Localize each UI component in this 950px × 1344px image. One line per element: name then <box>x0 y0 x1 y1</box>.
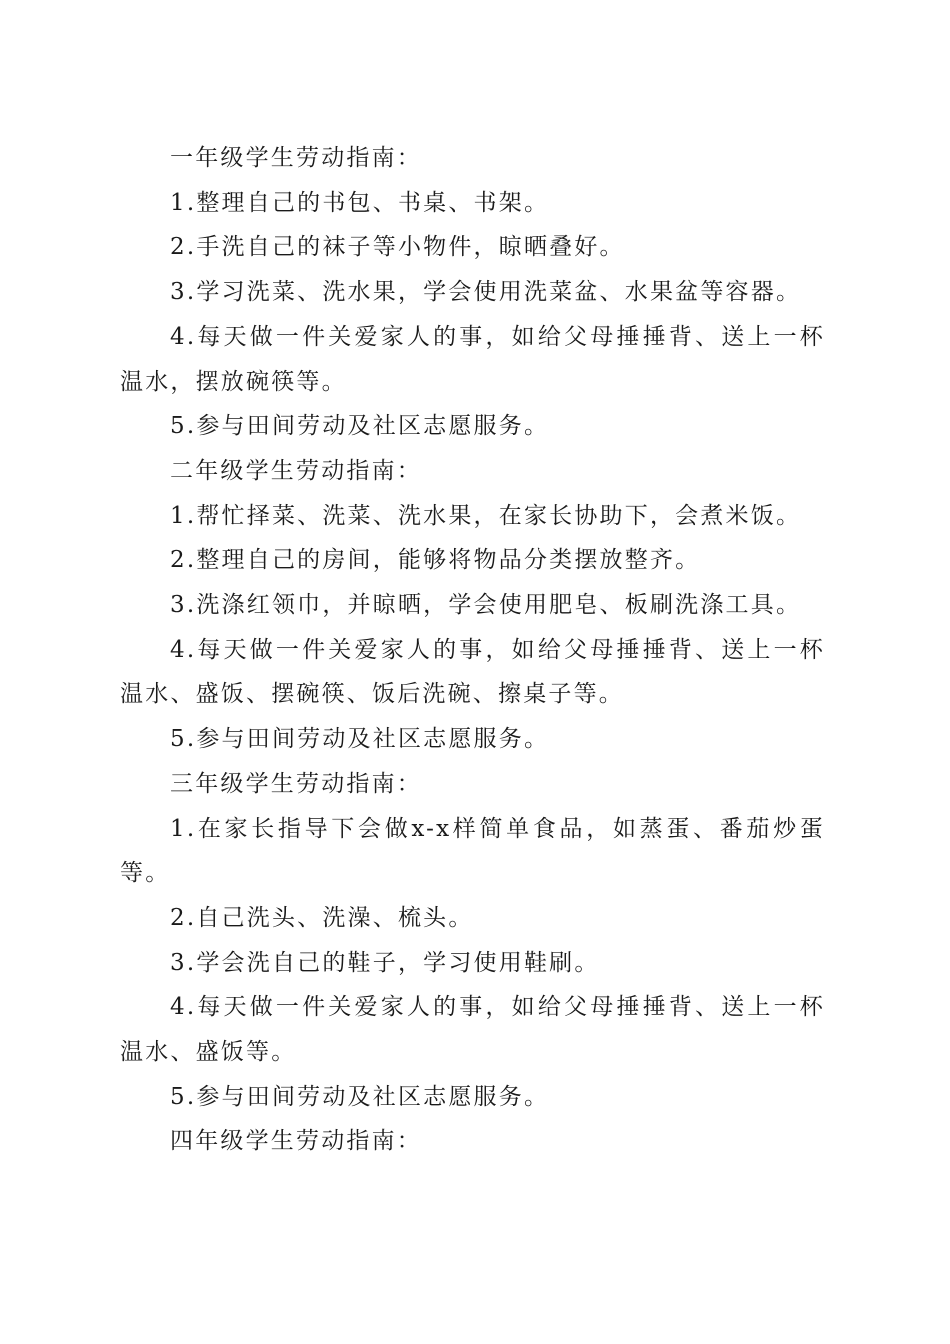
section-heading: 三年级学生劳动指南： <box>170 770 422 797</box>
list-item: 5.参与田间劳动及社区志愿服务。 <box>170 1083 550 1110</box>
section-grade-4 <box>120 1119 825 1164</box>
section-heading: 四年级学生劳动指南： <box>170 1128 422 1155</box>
list-item: 1.在家长指导下会做x-x样简单食品，如蒸蛋、番茄炒蛋等。 <box>120 815 825 887</box>
list-item: 3.洗涤红领巾，并晾晒，学会使用肥皂、板刷洗涤工具。 <box>170 592 802 619</box>
list-item: 2.自己洗头、洗澡、梳头。 <box>170 904 474 931</box>
list-item: 2.整理自己的房间，能够将物品分类摆放整齐。 <box>170 547 701 574</box>
list-item: 3.学习洗菜、洗水果，学会使用洗菜盆、水果盆等容器。 <box>170 279 802 306</box>
list-item: 5.参与田间劳动及社区志愿服务。 <box>170 413 550 440</box>
list-item: 4.每天做一件关爱家人的事，如给父母捶捶背、送上一杯温水、盛饭等。 <box>120 994 825 1066</box>
list-item: 2.手洗自己的袜子等小物件，晾晒叠好。 <box>170 234 625 261</box>
list-item: 4.每天做一件关爱家人的事，如给父母捶捶背、送上一杯温水，摆放碗筷等。 <box>120 323 825 395</box>
section-grade-3 <box>120 762 825 1120</box>
list-item: 1.整理自己的书包、书桌、书架。 <box>170 189 550 216</box>
section-grade-1 <box>120 136 825 449</box>
section-heading: 二年级学生劳动指南： <box>170 457 422 484</box>
section-heading: 一年级学生劳动指南： <box>170 145 422 171</box>
list-item: 1.帮忙择菜、洗菜、洗水果，在家长协助下，会煮米饭。 <box>170 502 802 529</box>
document-body <box>120 136 825 1164</box>
list-item: 4.每天做一件关爱家人的事，如给父母捶捶背、送上一杯温水、盛饭、摆碗筷、饭后洗碗、擦桌子等。 <box>120 636 825 708</box>
section-grade-2 <box>120 449 825 762</box>
list-item: 5.参与田间劳动及社区志愿服务。 <box>170 726 550 753</box>
list-item: 3.学会洗自己的鞋子，学习使用鞋刷。 <box>170 949 600 976</box>
